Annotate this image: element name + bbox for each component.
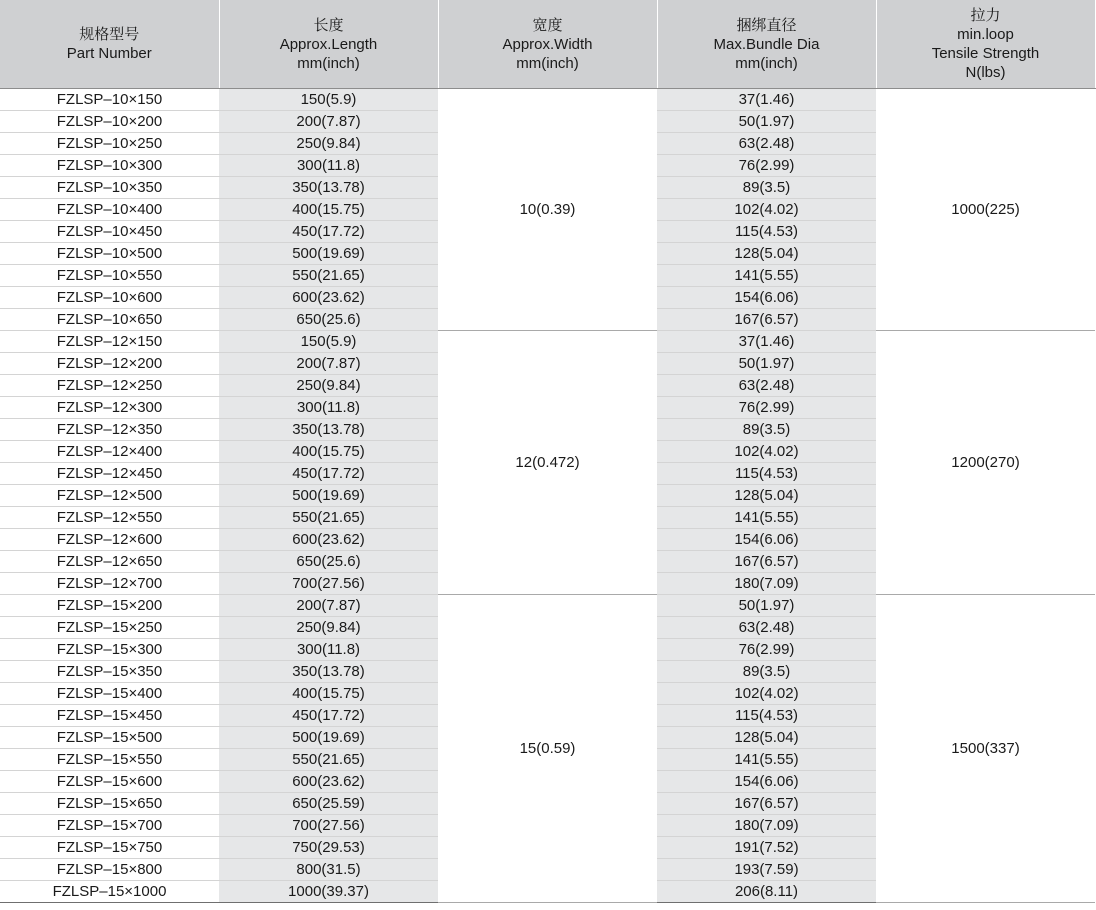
- bundle-dia-cell: 141(5.55): [657, 507, 876, 529]
- length-cell: 300(11.8): [219, 639, 438, 661]
- part-number-cell: FZLSP–15×400: [0, 683, 219, 705]
- header-cn-label: 捆绑直径: [736, 16, 797, 34]
- header-en-label: mm(inch): [735, 54, 798, 72]
- part-number-cell: FZLSP–12×150: [0, 331, 219, 353]
- part-number-cell: FZLSP–10×400: [0, 199, 219, 221]
- bundle-dia-cell: 115(4.53): [657, 221, 876, 243]
- part-number-cell: FZLSP–15×700: [0, 815, 219, 837]
- header-cn-label: 长度: [313, 16, 344, 34]
- length-cell: 400(15.75): [219, 199, 438, 221]
- length-cell: 500(19.69): [219, 485, 438, 507]
- bundle-dia-cell: 167(6.57): [657, 309, 876, 331]
- bundle-dia-cell: 167(6.57): [657, 551, 876, 573]
- bundle-dia-cell: 50(1.97): [657, 595, 876, 617]
- header-en-label: Tensile Strength: [931, 45, 1040, 62]
- length-cell: 250(9.84): [219, 133, 438, 155]
- table-body: [0, 89, 1095, 903]
- header-width: [438, 0, 657, 89]
- table-row: [0, 89, 1095, 111]
- bundle-dia-cell: 76(2.99): [657, 155, 876, 177]
- tensile-strength-cell: 1000(225): [876, 89, 1095, 331]
- header-en-label: min.loop: [957, 26, 1014, 43]
- length-cell: 200(7.87): [219, 111, 438, 133]
- bundle-dia-cell: 180(7.09): [657, 573, 876, 595]
- bundle-dia-cell: 141(5.55): [657, 265, 876, 287]
- header-en-label: Approx.Length: [279, 35, 378, 53]
- part-number-cell: FZLSP–15×500: [0, 727, 219, 749]
- part-number-cell: FZLSP–10×350: [0, 177, 219, 199]
- bundle-dia-cell: 128(5.04): [657, 727, 876, 749]
- part-number-cell: FZLSP–12×450: [0, 463, 219, 485]
- part-number-cell: FZLSP–15×750: [0, 837, 219, 859]
- header-length: [219, 0, 438, 89]
- bundle-dia-cell: 37(1.46): [657, 89, 876, 111]
- part-number-cell: FZLSP–12×400: [0, 441, 219, 463]
- part-number-cell: FZLSP–12×250: [0, 375, 219, 397]
- header-bundle-dia: [657, 0, 876, 89]
- header-en-label: Part Number: [66, 45, 152, 62]
- part-number-cell: FZLSP–12×500: [0, 485, 219, 507]
- header-cn-label: 宽度: [532, 16, 563, 34]
- part-number-cell: FZLSP–10×250: [0, 133, 219, 155]
- length-cell: 150(5.9): [219, 331, 438, 353]
- header-tensile-strength: [876, 0, 1095, 89]
- part-number-cell: FZLSP–10×150: [0, 89, 219, 111]
- part-number-cell: FZLSP–15×1000: [0, 881, 219, 903]
- part-number-cell: FZLSP–12×550: [0, 507, 219, 529]
- length-cell: 350(13.78): [219, 419, 438, 441]
- table-row: [0, 595, 1095, 617]
- length-cell: 700(27.56): [219, 573, 438, 595]
- bundle-dia-cell: 63(2.48): [657, 375, 876, 397]
- table-row: [0, 331, 1095, 353]
- length-cell: 750(29.53): [219, 837, 438, 859]
- part-number-cell: FZLSP–15×800: [0, 859, 219, 881]
- part-number-cell: FZLSP–15×200: [0, 595, 219, 617]
- part-number-cell: FZLSP–12×200: [0, 353, 219, 375]
- part-number-cell: FZLSP–10×500: [0, 243, 219, 265]
- length-cell: 700(27.56): [219, 815, 438, 837]
- width-cell: 15(0.59): [438, 595, 657, 903]
- part-number-cell: FZLSP–15×250: [0, 617, 219, 639]
- header-cn-label: 拉力: [970, 7, 1001, 24]
- part-number-cell: FZLSP–15×550: [0, 749, 219, 771]
- length-cell: 150(5.9): [219, 89, 438, 111]
- bundle-dia-cell: 76(2.99): [657, 397, 876, 419]
- bundle-dia-cell: 128(5.04): [657, 243, 876, 265]
- length-cell: 1000(39.37): [219, 881, 438, 903]
- length-cell: 300(11.8): [219, 397, 438, 419]
- length-cell: 800(31.5): [219, 859, 438, 881]
- header-en-label: mm(inch): [516, 54, 579, 72]
- bundle-dia-cell: 102(4.02): [657, 683, 876, 705]
- part-number-cell: FZLSP–10×200: [0, 111, 219, 133]
- bundle-dia-cell: 63(2.48): [657, 133, 876, 155]
- length-cell: 600(23.62): [219, 529, 438, 551]
- part-number-cell: FZLSP–10×550: [0, 265, 219, 287]
- length-cell: 650(25.59): [219, 793, 438, 815]
- bundle-dia-cell: 115(4.53): [657, 705, 876, 727]
- length-cell: 550(21.65): [219, 265, 438, 287]
- table-header: [0, 0, 1095, 89]
- length-cell: 300(11.8): [219, 155, 438, 177]
- bundle-dia-cell: 141(5.55): [657, 749, 876, 771]
- bundle-dia-cell: 89(3.5): [657, 419, 876, 441]
- bundle-dia-cell: 50(1.97): [657, 353, 876, 375]
- bundle-dia-cell: 154(6.06): [657, 287, 876, 309]
- bundle-dia-cell: 193(7.59): [657, 859, 876, 881]
- length-cell: 550(21.65): [219, 507, 438, 529]
- header-en-label: Max.Bundle Dia: [713, 35, 820, 53]
- length-cell: 350(13.78): [219, 177, 438, 199]
- bundle-dia-cell: 76(2.99): [657, 639, 876, 661]
- length-cell: 250(9.84): [219, 617, 438, 639]
- length-cell: 450(17.72): [219, 705, 438, 727]
- length-cell: 600(23.62): [219, 771, 438, 793]
- length-cell: 500(19.69): [219, 727, 438, 749]
- bundle-dia-cell: 115(4.53): [657, 463, 876, 485]
- bundle-dia-cell: 89(3.5): [657, 661, 876, 683]
- length-cell: 250(9.84): [219, 375, 438, 397]
- bundle-dia-cell: 180(7.09): [657, 815, 876, 837]
- length-cell: 450(17.72): [219, 221, 438, 243]
- header-en-label: Approx.Width: [502, 35, 593, 53]
- length-cell: 200(7.87): [219, 595, 438, 617]
- width-cell: 12(0.472): [438, 331, 657, 595]
- header-row: [0, 0, 1095, 89]
- bundle-dia-cell: 154(6.06): [657, 771, 876, 793]
- tensile-strength-cell: 1500(337): [876, 595, 1095, 903]
- length-cell: 600(23.62): [219, 287, 438, 309]
- length-cell: 650(25.6): [219, 551, 438, 573]
- part-number-cell: FZLSP–15×450: [0, 705, 219, 727]
- bundle-dia-cell: 37(1.46): [657, 331, 876, 353]
- length-cell: 200(7.87): [219, 353, 438, 375]
- part-number-cell: FZLSP–10×600: [0, 287, 219, 309]
- part-number-cell: FZLSP–10×300: [0, 155, 219, 177]
- part-number-cell: FZLSP–15×600: [0, 771, 219, 793]
- bundle-dia-cell: 50(1.97): [657, 111, 876, 133]
- width-cell: 10(0.39): [438, 89, 657, 331]
- part-number-cell: FZLSP–15×350: [0, 661, 219, 683]
- length-cell: 500(19.69): [219, 243, 438, 265]
- part-number-cell: FZLSP–12×350: [0, 419, 219, 441]
- bundle-dia-cell: 154(6.06): [657, 529, 876, 551]
- bundle-dia-cell: 167(6.57): [657, 793, 876, 815]
- header-part-number: [0, 0, 219, 89]
- header-cn-label: 规格型号: [79, 26, 140, 43]
- length-cell: 650(25.6): [219, 309, 438, 331]
- header-en-label: mm(inch): [297, 54, 360, 72]
- length-cell: 450(17.72): [219, 463, 438, 485]
- part-number-cell: FZLSP–15×300: [0, 639, 219, 661]
- bundle-dia-cell: 89(3.5): [657, 177, 876, 199]
- part-number-cell: FZLSP–12×600: [0, 529, 219, 551]
- bundle-dia-cell: 191(7.52): [657, 837, 876, 859]
- bundle-dia-cell: 206(8.11): [657, 881, 876, 903]
- part-number-cell: FZLSP–10×450: [0, 221, 219, 243]
- length-cell: 400(15.75): [219, 683, 438, 705]
- part-number-cell: FZLSP–12×650: [0, 551, 219, 573]
- part-number-cell: FZLSP–10×650: [0, 309, 219, 331]
- bundle-dia-cell: 63(2.48): [657, 617, 876, 639]
- part-number-cell: FZLSP–12×700: [0, 573, 219, 595]
- bundle-dia-cell: 128(5.04): [657, 485, 876, 507]
- part-number-cell: FZLSP–12×300: [0, 397, 219, 419]
- bundle-dia-cell: 102(4.02): [657, 199, 876, 221]
- tensile-strength-cell: 1200(270): [876, 331, 1095, 595]
- part-number-cell: FZLSP–15×650: [0, 793, 219, 815]
- bundle-dia-cell: 102(4.02): [657, 441, 876, 463]
- length-cell: 350(13.78): [219, 661, 438, 683]
- length-cell: 400(15.75): [219, 441, 438, 463]
- header-en-label: N(lbs): [965, 64, 1006, 81]
- length-cell: 550(21.65): [219, 749, 438, 771]
